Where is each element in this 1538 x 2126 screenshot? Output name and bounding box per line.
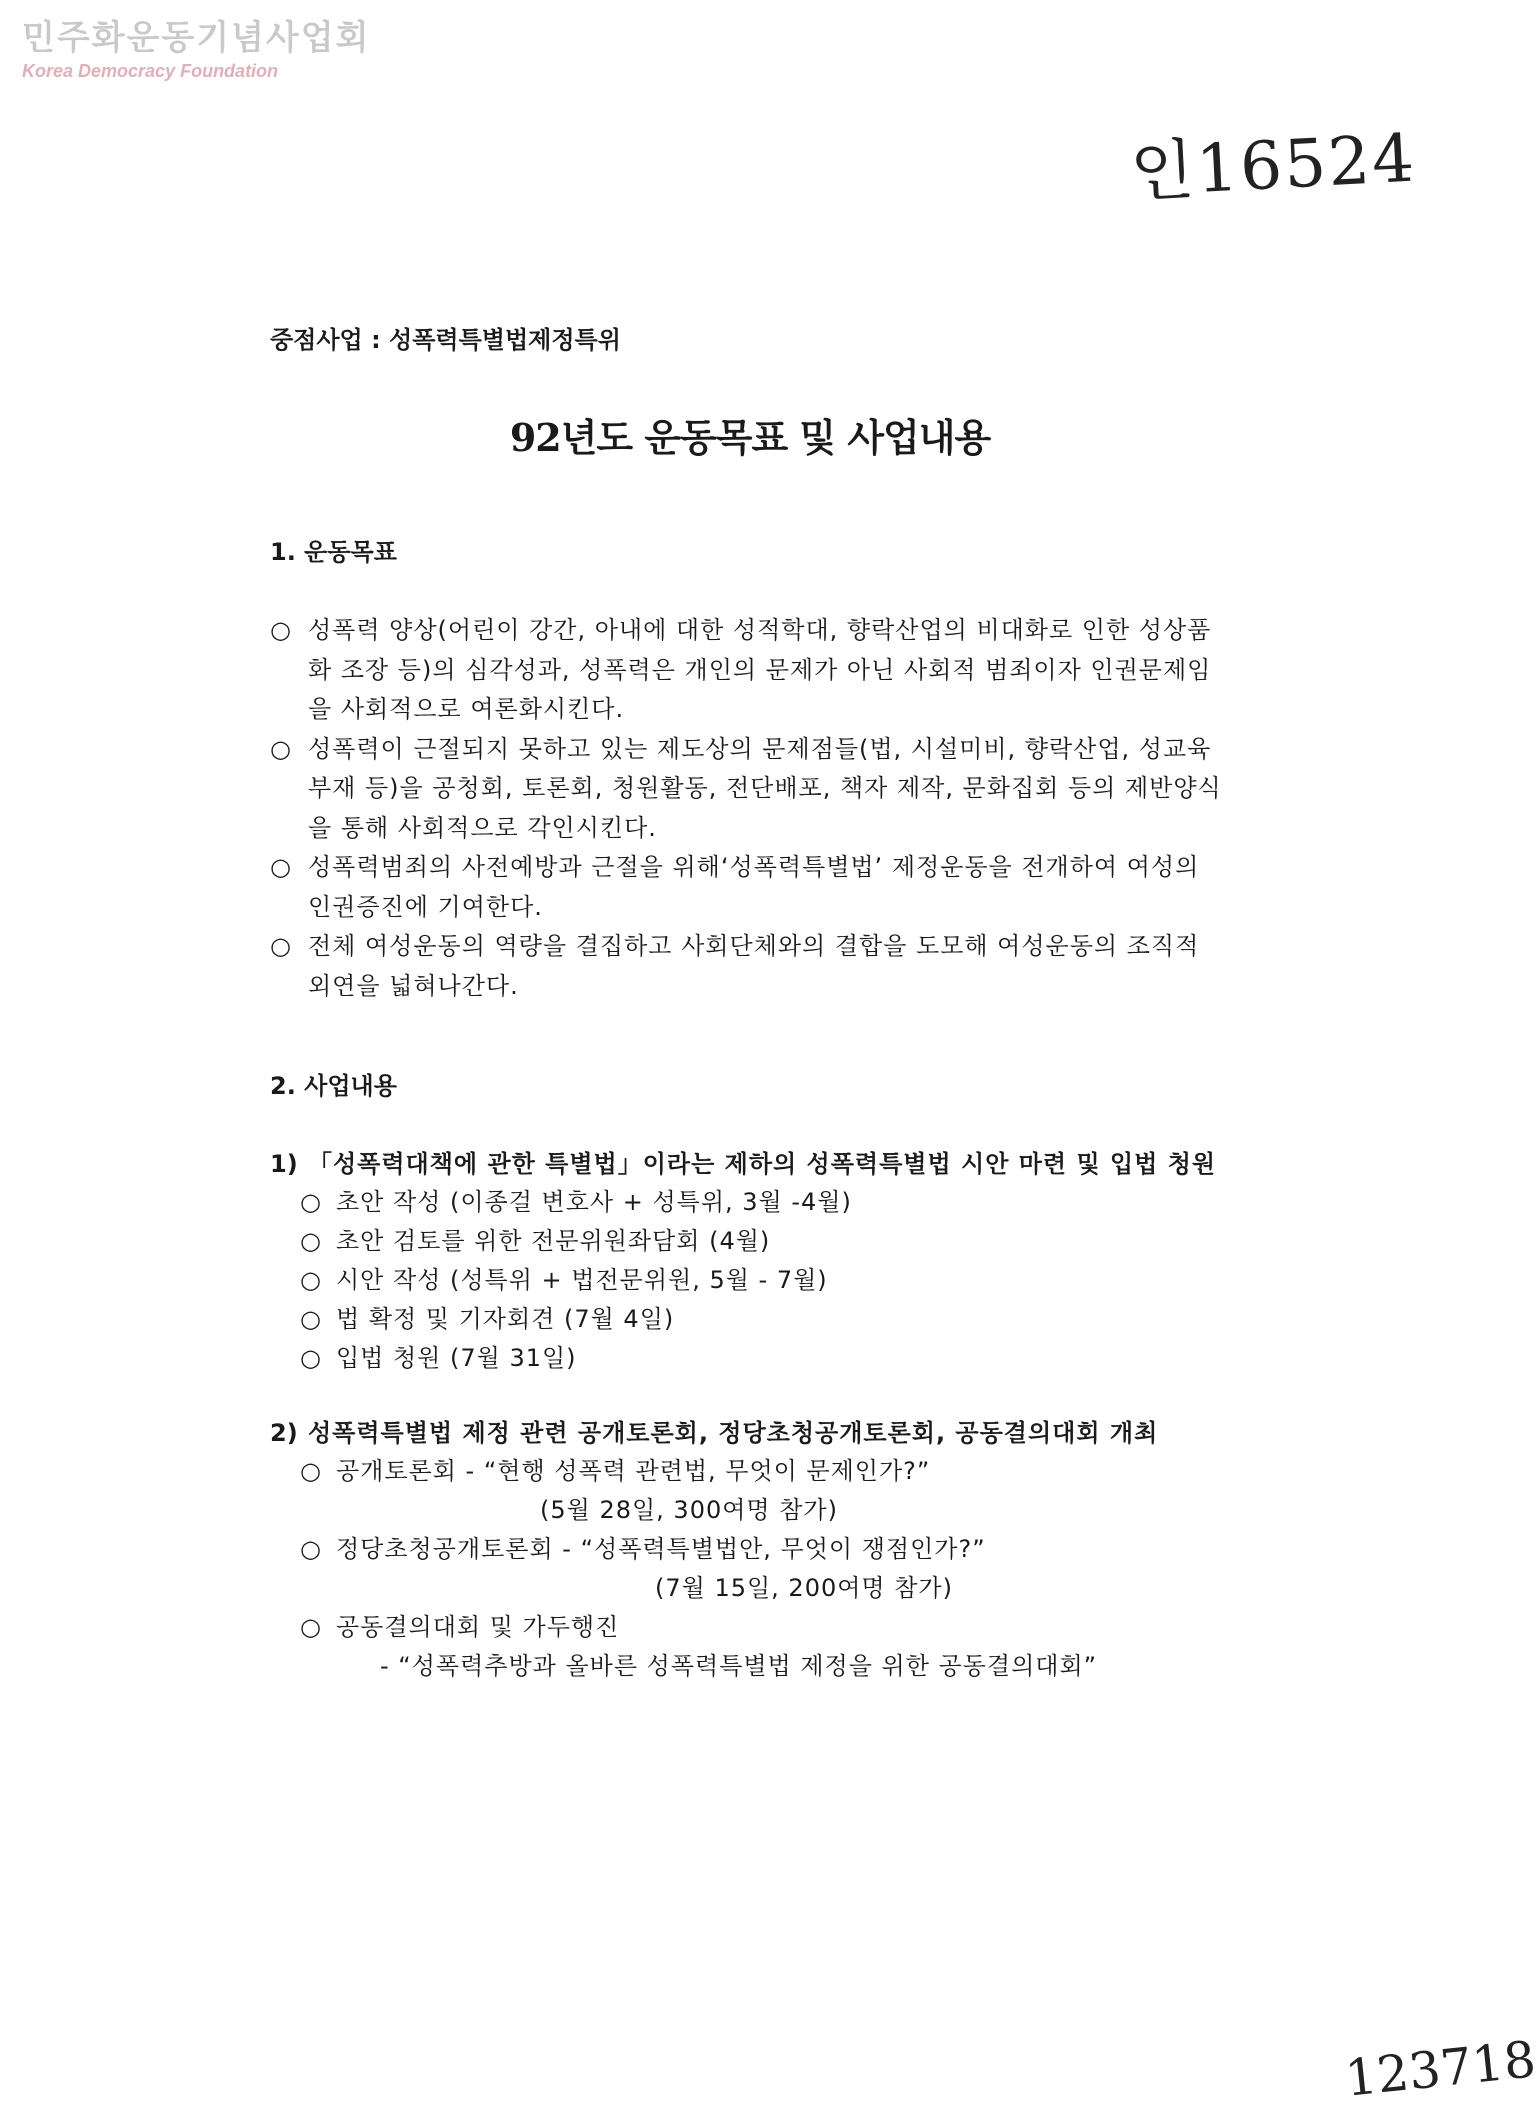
circle-bullet-icon: ○ [300,1227,321,1255]
list-item-text: 시안 작성 (성특위 + 법전문위원, 5월 - 7월) [336,1266,828,1294]
goal-item [270,848,1230,927]
goals-list [270,611,1230,1006]
section2-title: 2. 사업내용 [270,1072,397,1100]
circle-bullet-icon: ○ [300,1266,321,1294]
circle-bullet-icon: ○ [270,853,291,881]
handwritten-doc-number: 인16524 [1128,119,1418,212]
document-body [270,320,1230,1686]
circle-bullet-icon: ○ [300,1457,321,1485]
circle-bullet-icon: ○ [300,1344,321,1372]
block1-number: 1) [270,1150,298,1178]
event-text: 정당초청공개토론회 - “성폭력특별법안, 무엇이 쟁점인가?” [336,1535,986,1563]
block1-heading [270,1145,1230,1183]
block2-number: 2) [270,1419,298,1447]
circle-bullet-icon: ○ [300,1305,321,1333]
block1-items [300,1183,1230,1378]
handwritten-page-number: 123718 [1342,2030,1538,2108]
section1-title: 1. 운동목표 [270,538,397,566]
list-item [300,1339,1230,1378]
list-item-text: 초안 작성 (이종걸 변호사 + 성특위, 3월 -4월) [336,1188,852,1216]
event-text: 공동결의대회 및 가두행진 [336,1613,620,1641]
event-text: 공개토론회 - “현행 성폭력 관련법, 무엇이 문제인가?” [336,1457,931,1485]
circle-bullet-icon: ○ [270,616,291,644]
goal-text: 성폭력이 근절되지 못하고 있는 제도상의 문제점들(법, 시설미비, 향락산업, 성교육 부재 등)을 공청회, 토론회, 청원활동, 전단배포, 책자 제작, 문화집회 등의 제반양식을 통해 사회적으로 각인시킨다. [308,734,1222,842]
watermark-english: Korea Democracy Foundation [22,61,279,81]
list-item-text: 법 확정 및 기자회견 (7월 4일) [336,1305,675,1333]
goal-item [270,927,1230,1006]
event-detail: - “성폭력추방과 올바른 성폭력특별법 제정을 위한 공동결의대회” [380,1652,1098,1680]
goal-text: 성폭력 양상(어린이 강간, 아내에 대한 성적학대, 향락산업의 비대화로 인한 성상품화 조장 등)의 심각성과, 성폭력은 개인의 문제가 아닌 사회적 범죄이자 인권문제임을 사회적으로 여론화시킨다. [308,616,1212,723]
list-item-text: 초안 검토를 위한 전문위원좌담회 (4월) [336,1227,771,1255]
circle-bullet-icon: ○ [300,1535,321,1563]
circle-bullet-icon: ○ [270,734,291,763]
goal-item [270,611,1230,730]
goal-text: 성폭력범죄의 사전예방과 근절을 위해‘성폭력특별법’ 제정운동을 전개하여 여성의 인권증진에 기여한다. [308,853,1200,921]
event-detail: (7월 15일, 200여명 참가) [655,1574,953,1602]
watermark-korean: 민주화운동기념사업회 [22,18,371,58]
block2-items [300,1452,1230,1686]
block2-heading [270,1414,1230,1452]
watermark-logo [22,18,370,82]
circle-bullet-icon: ○ [300,1188,321,1216]
block1-title: 「성폭력대책에 관한 특별법」이라는 제하의 성폭력특별법 시안 마련 및 입법 청원 [308,1150,1217,1178]
block2-title: 성폭력특별법 제정 관련 공개토론회, 정당초청공개토론회, 공동결의대회 개최 [308,1419,1159,1447]
circle-bullet-icon: ○ [270,932,291,960]
list-item-text: 입법 청원 (7월 31일) [336,1344,577,1372]
goal-item [270,730,1230,849]
event-item [300,1530,1230,1569]
event-item [300,1608,1230,1647]
list-item [300,1300,1230,1339]
circle-bullet-icon: ○ [300,1613,321,1641]
list-item [300,1222,1230,1261]
focus-project-line: 중점사업 : 성폭력특별법제정특위 [270,326,621,354]
list-item [300,1183,1230,1222]
page-title: 92년도 운동목표 및 사업내용 [509,415,991,460]
event-detail: (5월 28일, 300여명 참가) [540,1496,838,1524]
list-item [300,1261,1230,1300]
goal-text: 전체 여성운동의 역량을 결집하고 사회단체와의 결합을 도모해 여성운동의 조직적 외연을 넓혀나간다. [308,932,1200,1000]
event-item [300,1452,1230,1491]
